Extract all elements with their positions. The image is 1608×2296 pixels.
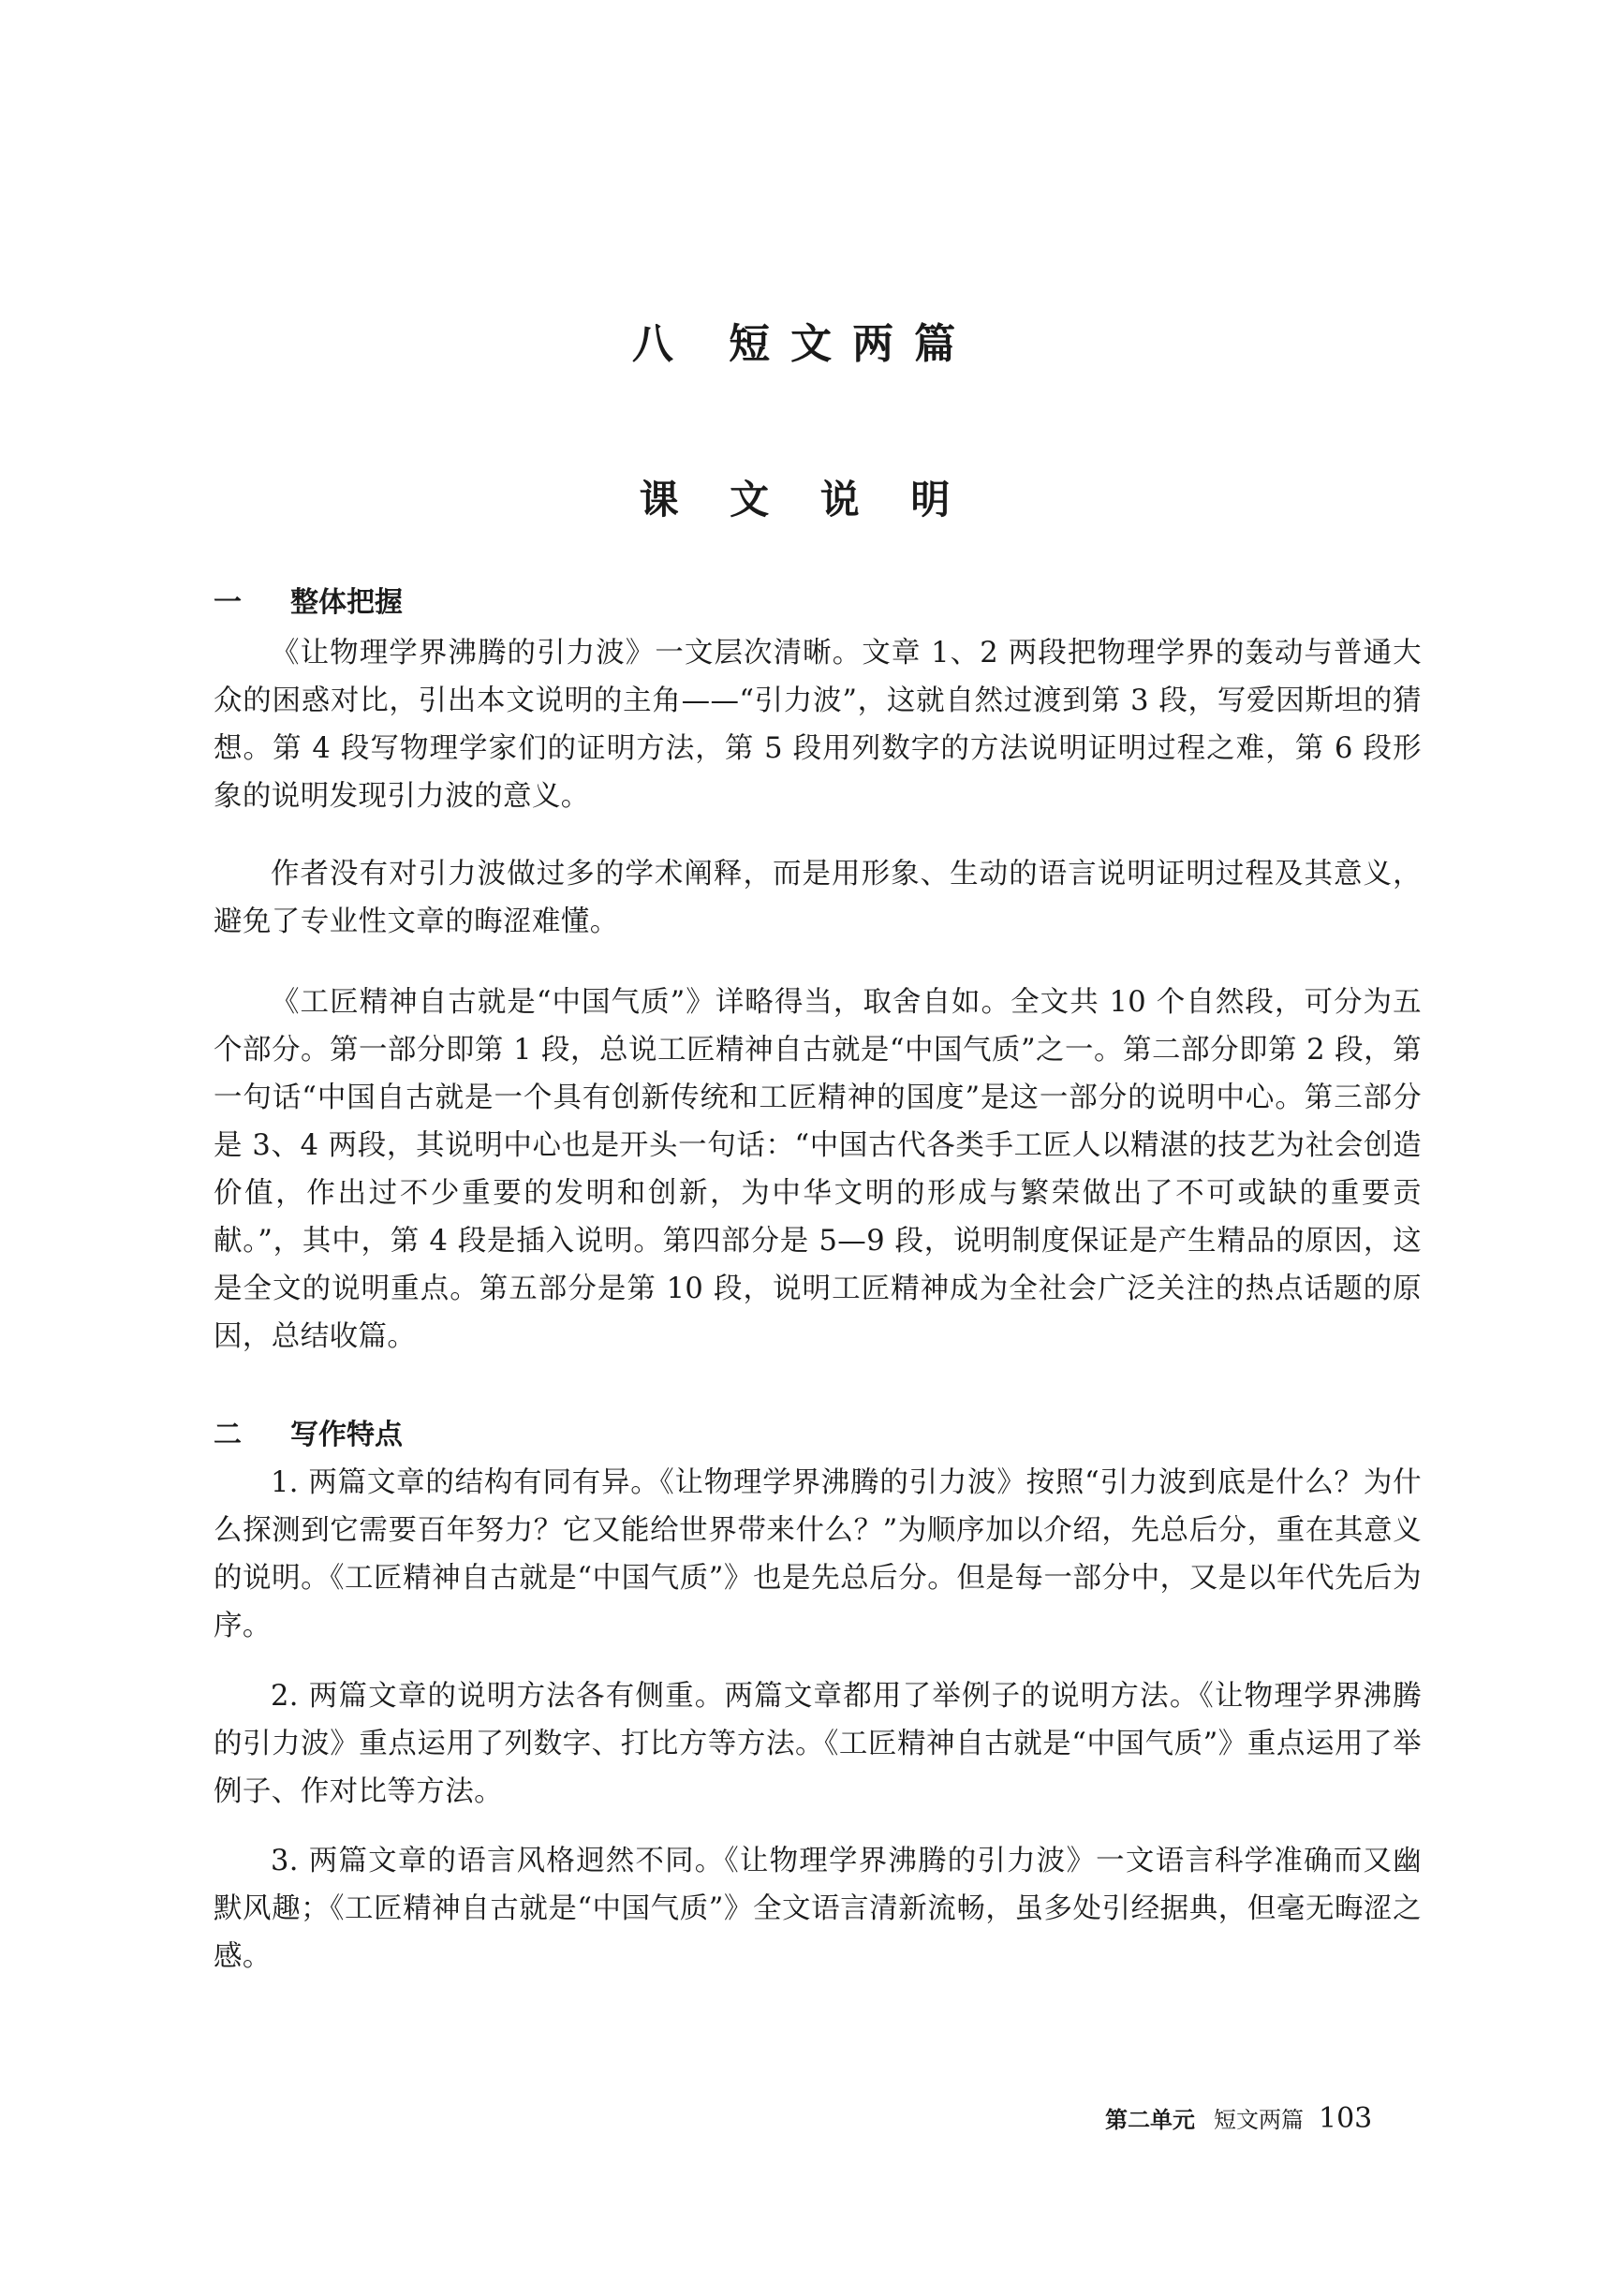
- section-number: 一: [214, 586, 242, 619]
- section-heading-2: [214, 1417, 403, 1454]
- footer-unit: 第二单元: [1105, 2107, 1195, 2133]
- paragraph: 2. 两篇文章的说明方法各有侧重。两篇文章都用了举例子的说明方法。《让物理学界沸腾的引力波》重点运用了列数字、打比方等方法。《工匠精神自古就是“中国气质”》重点运用了举例子、作对比等方法。: [214, 1680, 1422, 1808]
- section-number: 二: [214, 1419, 242, 1451]
- paragraph: 3. 两篇文章的语言风格迥然不同。《让物理学界沸腾的引力波》一文语言科学准确而又幽默风趣；《工匠精神自古就是“中国气质”》全文语言清新流畅，虽多处引经据典，但毫无晦涩之感。: [214, 1845, 1422, 1973]
- paragraph: 1. 两篇文章的结构有同有异。《让物理学界沸腾的引力波》按照“引力波到底是什么？为什么探测到它需要百年努力？它又能给世界带来什么？”为顺序加以介绍，先总后分，重在其意义的说明。《工匠精神自古就是“中国气质”》也是先总后分。但是每一部分中，又是以年代先后为序。: [214, 1466, 1422, 1642]
- chapter-title: 八 短文两篇: [631, 320, 977, 368]
- paragraph: 《工匠精神自古就是“中国气质”》详略得当，取舍自如。全文共 10 个自然段，可分为五个部分。第一部分即第 1 段，总说工匠精神自古就是“中国气质”之一。第二部分即第 2 段，第一句话“中国自古就是一个具有创新传统和工匠精神的国度”是这一部分的说明中心。第三部分是 3、4 两段，其说明中心也是开头一句话：“中国古代各类手工匠人以精湛的技艺为社会创造价值，作出过不少重要的发明和创新，为中华文明的形成与繁荣做出了不可或缺的重要贡献。”，其中，第 4 段是插入说明。第四部分是 5—9 段，说明制度保证是产生精品的原因，这是全文的说明重点。第五部分是第 10 段，说明工匠精神成为全社会广泛关注的热点话题的原因，总结收篇。: [214, 986, 1422, 1353]
- page-footer: [1105, 2100, 1442, 2138]
- section-heading-text: 写作特点: [290, 1419, 403, 1451]
- page-number: 103: [1319, 2102, 1373, 2135]
- section-title: 课 文 说 明: [639, 477, 969, 522]
- section-heading-text: 整体把握: [290, 586, 403, 619]
- section-heading-1: [214, 584, 403, 622]
- paragraph: 作者没有对引力波做过多的学术阐释，而是用形象、生动的语言说明证明过程及其意义，避免了专业性文章的晦涩难懂。: [214, 858, 1422, 938]
- paragraph: 《让物理学界沸腾的引力波》一文层次清晰。文章 1、2 两段把物理学界的轰动与普通大众的困惑对比，引出本文说明的主角——“引力波”，这就自然过渡到第 3 段，写爱因斯坦的猜想。第 4 段写物理学家们的证明方法，第 5 段用列数字的方法说明证明过程之难，第 6 段形象的说明发现引力波的意义。: [214, 637, 1422, 813]
- footer-lesson: 短文两篇: [1214, 2107, 1304, 2133]
